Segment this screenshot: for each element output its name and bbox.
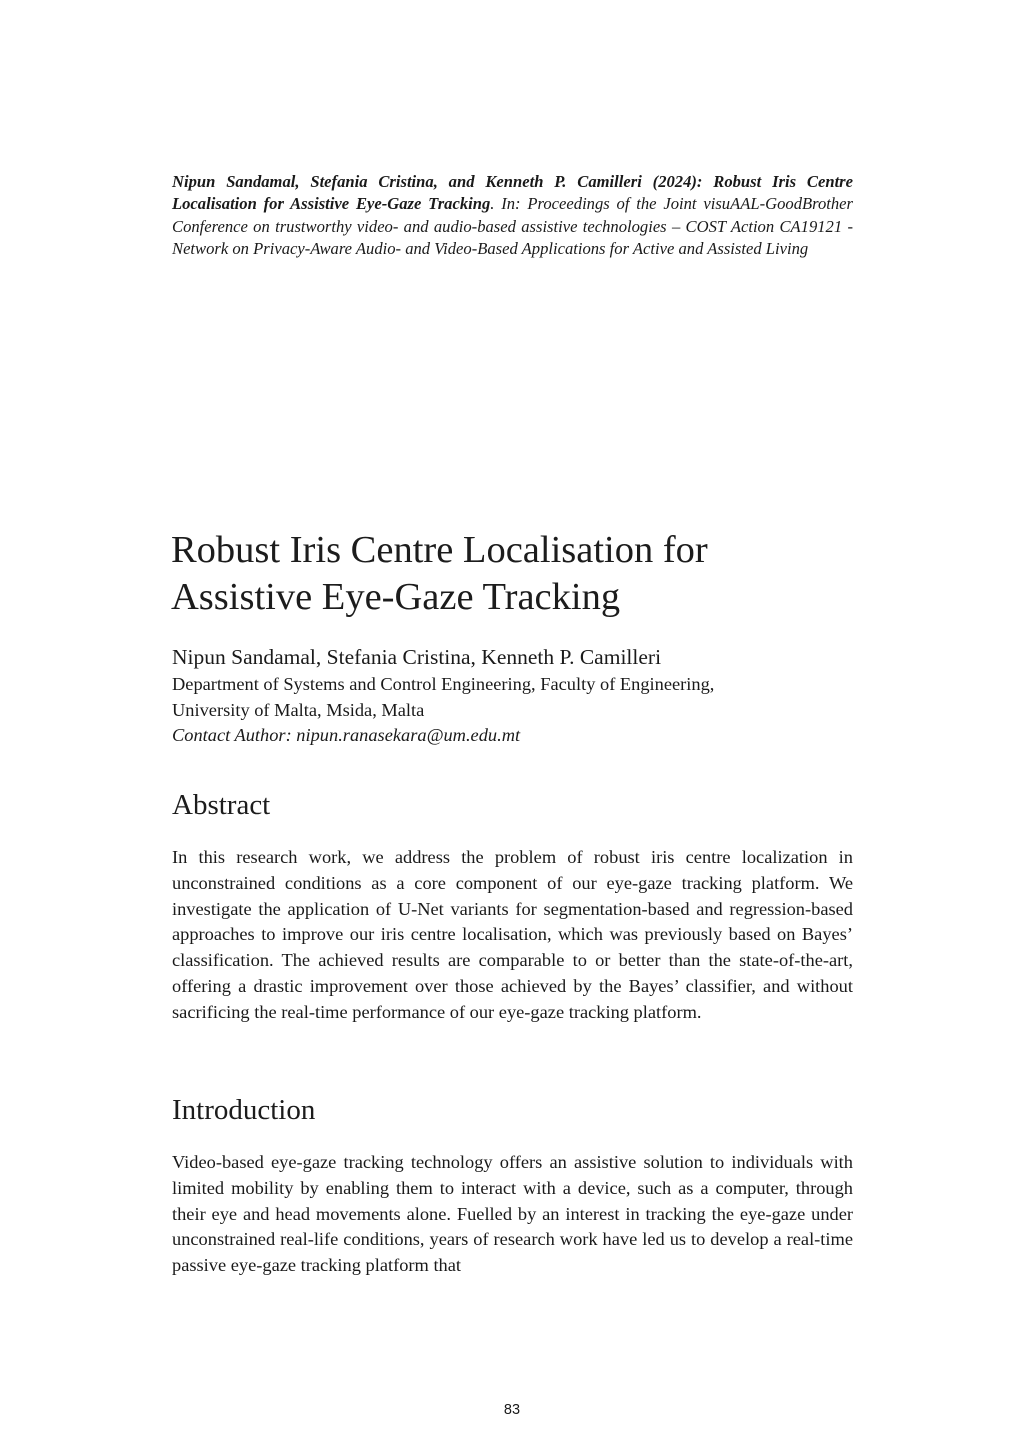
affiliation-line-1: Department of Systems and Control Engineering, Faculty of Engineering, (172, 674, 715, 694)
abstract-text: In this research work, we address the problem of robust iris centre localization in unconstrained conditions as a core component of our eye-gaze tracking platform. We investigate the application of U-Net variants for segmentation-based and regression-based approaches to improve our iris centre localisation, which was previously based on Bayes’ classification. The achieved results are comparable to or better than the state-of-the-art, offering a drastic improvement over those achieved by the Bayes’ classifier, and without sacrificing the real-time performance of our eye-gaze tracking platform. (172, 847, 853, 1022)
affiliation-line-2: University of Malta, Msida, Malta (172, 700, 425, 720)
abstract-heading: Abstract (172, 789, 271, 821)
author-list: Nipun Sandamal, Stefania Cristina, Kenneth P. Camilleri (172, 645, 662, 669)
citation-authors-title: Nipun Sandamal, Stefania Cristina, and Kenneth P. Camilleri (2024): Robust Iris Centre Localisation for Assistive Eye-Gaze Tracking (172, 172, 853, 214)
citation-header (172, 171, 853, 261)
citation-venue: . In: Proceedings of the Joint visuAAL-GoodBrother Conference on trustworthy video- and audio-based assistive technologies – COST Action CA19121 - Network on Privacy-Aware Audio- and Video-Based Applications for Active and Assisted Living (172, 194, 853, 259)
paper-title-line-1: Robust Iris Centre Localisation for (171, 529, 708, 571)
contact-author: Contact Author: nipun.ranasekara@um.edu.mt (172, 725, 521, 745)
page-number: 83 (503, 1402, 521, 1418)
affiliation (172, 671, 714, 723)
paper-title (171, 527, 861, 621)
paper-title-line-2: Assistive Eye-Gaze Tracking (171, 576, 621, 618)
introduction-heading: Introduction (172, 1094, 316, 1126)
introduction-text: Video-based eye-gaze tracking technology offers an assistive solution to individuals with limited mobility by enabling them to interact with a device, such as a computer, through their eye and head movements alone. Fuelled by an interest in tracking the eye-gaze under unconstrained real-life conditions, years of research work have led us to develop a real-time passive eye-gaze tracking platform that (172, 1152, 853, 1276)
